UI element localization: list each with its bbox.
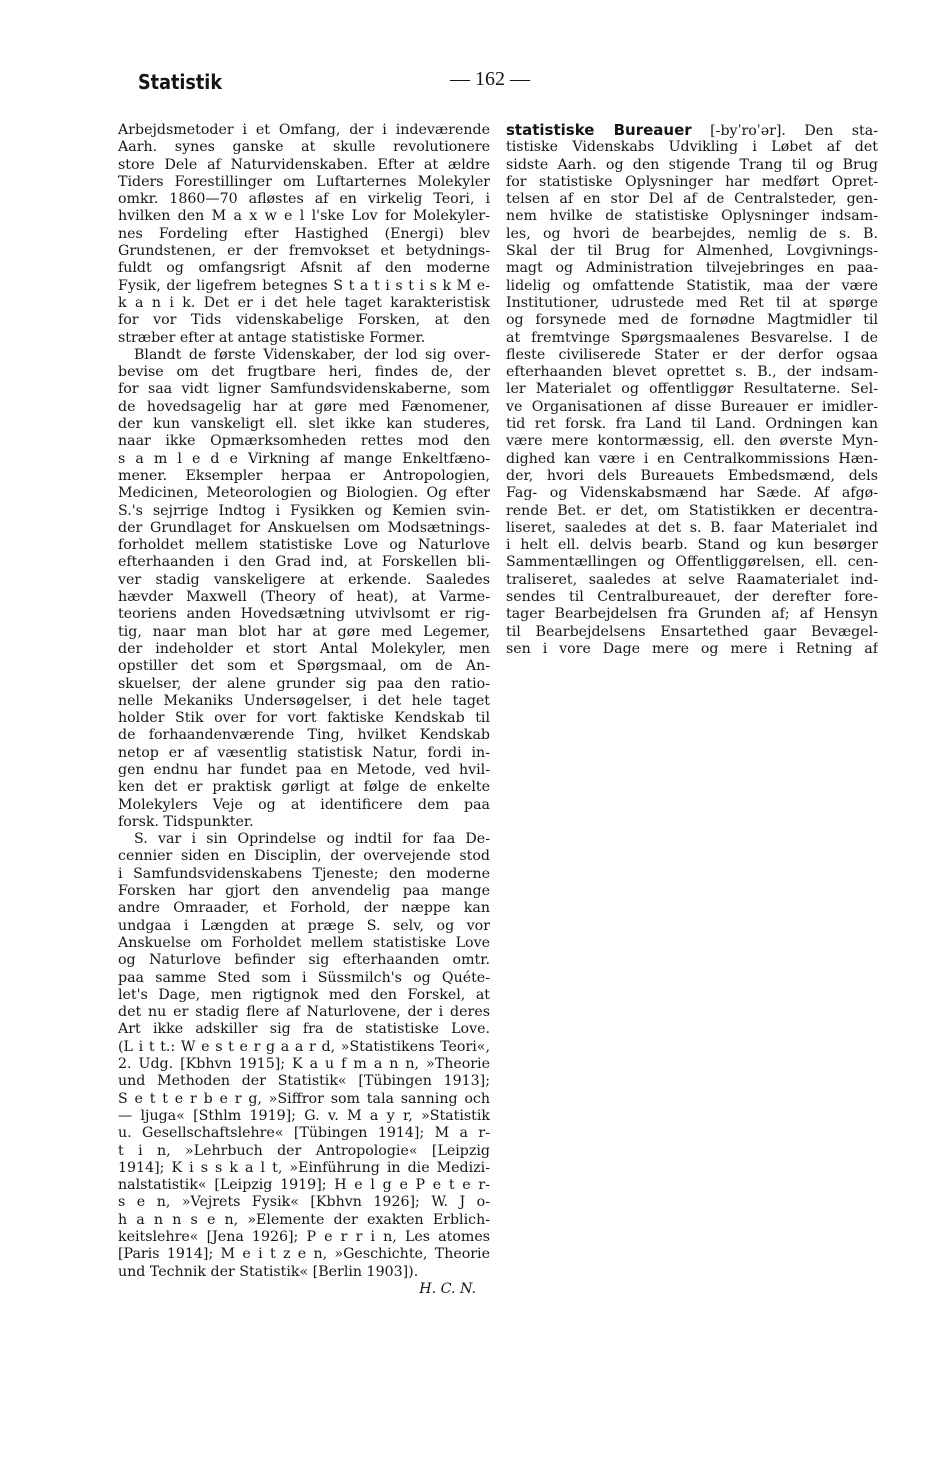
text-line: undgaa i Længden at præge S. selv, og vor [118, 917, 490, 934]
text-line: ler Materialet og offentliggør Resultaterne. Sel- [506, 381, 878, 398]
text-line: ve Organisationen af disse Bureauer er imidler- [506, 398, 878, 415]
text-line: hævder Maxwell (Theory of heat), at Varme- [118, 589, 490, 606]
text-line: 2. Udg. [Kbhvn 1915]; K a u f m a n n, »Theorie [118, 1056, 490, 1073]
text-line: for saa vidt ligner Samfundsvidenskaberne, som [118, 381, 490, 398]
text-line: h a n n s e n, »Elemente der exakten Erblich- [118, 1211, 490, 1228]
text-line: de forhaandenværende Ting, hvilket Kendskab [118, 727, 490, 744]
text-line: gen endnu har fundet paa en Metode, ved hvil- [118, 761, 490, 778]
text-line: sen i vore Dage mere og mere i Retning af [506, 640, 878, 657]
text-line: teoriens anden Hovedsætning utvivlsomt er rig- [118, 606, 490, 623]
text-line: cennier siden en Disciplin, der overvejende stod [118, 848, 490, 865]
text-line: nes Fordeling efter Hastighed (Energi) blev [118, 225, 490, 242]
text-line: tager Bearbejdelsen fra Grunden af; af Hensyn [506, 606, 878, 623]
text-line: Medicinen, Meteorologien og Biologien. Og efter [118, 485, 490, 502]
text-line: Grundstenen, er der fremvokset et betydnings- [118, 243, 490, 260]
text-line: netop er af væsentlig statistisk Natur, fordi in- [118, 744, 490, 761]
text-line: for statistiske Oplysninger har medført Opret- [506, 173, 878, 190]
text-line: nelle Mekaniks Undersøgelser, i det hele taget [118, 692, 490, 709]
text-line: s e n, »Vejrets Fysik« [Kbhvn 1926]; W. J o- [118, 1194, 490, 1211]
text-line: let's Dage, men rigtignok med den Forskel, at [118, 986, 490, 1003]
text-line: det nu er stadig flere af Naturlovene, der i deres [118, 1004, 490, 1021]
entry-headword: statistiske Bureauer [506, 122, 692, 139]
text-line: at fremtvinge Spørgsmaalenes Besvarelse. I de [506, 329, 878, 346]
text-line: Fysik, der ligefrem betegnes S t a t i s t i s k M e- [118, 277, 490, 294]
text-line: Anskuelse om Forholdet mellem statistiske Love [118, 934, 490, 951]
text-line: efterhaanden i den Grad ind, at Forskellen bli- [118, 554, 490, 571]
text-line: (L i t t.: W e s t e r g a a r d, »Statistikens Teori«, [118, 1038, 490, 1055]
text-line: keitslehre« [Jena 1926]; P e r r i n, Les atomes [118, 1229, 490, 1245]
text-line: nem hvilke de statistiske Oplysninger indsam- [506, 208, 878, 225]
text-line: der, hvori dels Bureauets Embedsmænd, dels [506, 467, 878, 484]
text-line: s a m l e d e Virkning af mange Enkeltfæno- [118, 450, 490, 467]
text-line: Arbejdsmetoder i et Omfang, der i indeværende [118, 122, 490, 138]
text-line: S.'s sejrrige Indtog i Fysikken og Kemien svin- [118, 502, 490, 519]
text-line: mener. Eksempler herpaa er Antropologien, [118, 467, 490, 484]
text-line: sendes til Centralbureauet, der derefter fore- [506, 589, 878, 606]
text-line: der Grundlaget for Anskuelsen om Modsætnings- [118, 519, 490, 536]
text-line: S e t t e r b e r g, »Siffror som tala sanning och [118, 1090, 490, 1107]
text-line: forsk. Tidspunkter. [118, 813, 254, 830]
text-line: hvilken den M a x w e l l'ske Lov for Molekyler- [118, 208, 490, 225]
page-number: — 162 — [450, 68, 530, 90]
text-line: opstiller det som et Spørgsmaal, om de An- [118, 658, 490, 675]
text-line: fuldt og omfangsrigt Afsnit af den moderne [118, 260, 490, 277]
text-line: — ljuga« [Sthlm 1919]; G. v. M a y r, »Statistik [118, 1107, 490, 1124]
text-line: und Technik der Statistik« [Berlin 1903]). [118, 1263, 419, 1280]
text-line: Forsken har gjort den anvendelig paa mange [118, 883, 490, 900]
text-line: sidste Aarh. og den stigende Trang til og Brug [506, 156, 878, 173]
text-line: store Dele af Naturvidenskaben. Efter at ældre [118, 156, 490, 173]
text-line: efterhaanden blevet oprettet s. B., der indsam- [506, 364, 878, 381]
text-line: i Samfundsvidenskabens Tjeneste; den moderne [118, 865, 490, 882]
text-line: være mere kontormæssig, ell. den øverste Myn- [506, 433, 878, 450]
text-line: k a n i k. Det er i det hele taget karakteristisk [118, 294, 490, 311]
text-line: holder Stik over for vort faktiske Kendskab til [118, 710, 490, 727]
text-line: andre Omraader, et Forhold, der næppe kan [118, 900, 490, 917]
text-line: rende Bet. er det, om Statistikken er decentra- [506, 502, 878, 519]
text-line: de hovedsagelig har at gøre med Fænomener, [118, 398, 490, 415]
text-line: og forsynede med de fornødne Magtmidler til [506, 312, 878, 329]
text-line: t i n, »Lehrbuch der Antropologie« [Leipzig [118, 1142, 490, 1159]
text-line [506, 122, 878, 139]
right-column [506, 122, 878, 658]
text-line: Sammentællingen og Offentliggørelsen, ell. cen- [506, 554, 878, 571]
text-line: tid ret forsk. fra Land til Land. Ordningen kan [506, 416, 878, 433]
text-line: Molekylers Veje og at identificere dem paa [118, 796, 490, 813]
text-line: les, og hvori de bearbejdes, nemlig de s. B. [506, 225, 878, 242]
text-line: omkr. 1860—70 afløstes af en virkelig Teori, i [118, 191, 490, 208]
text-line: forholdet mellem statistiske Love og Naturlove [118, 537, 490, 554]
text-line: der kun vanskeligt ell. slet ikke kan studeres, [118, 416, 490, 433]
text-line: Aarh. synes ganske at skulle revolutionere [118, 139, 490, 156]
text-line: und Methoden der Statistik« [Tübingen 1913]; [118, 1073, 490, 1090]
text-line: Fag- og Videnskabsmænd har Sæde. Af afgø- [506, 485, 878, 502]
text-line: tistiske Videnskabs Udvikling i Løbet af det [506, 139, 878, 156]
text-line: paa samme Sted som i Süssmilch's og Quéte- [118, 969, 490, 986]
text-line: og Naturlove befinder sig efterhaanden omtr. [118, 952, 490, 969]
text-line: dighed kan være i en Centralkommissions Hæn- [506, 450, 878, 467]
text-line: lidelig og omfattende Statistik, maa der være [506, 277, 878, 294]
text-line: til Bearbejdelsens Ensartethed gaar Bevægel- [506, 623, 878, 640]
text-line: magt og Administration tilvejebringes en paa- [506, 260, 878, 277]
text-line: Blandt de første Videnskaber, der lod sig over- [134, 346, 490, 363]
text-line: i helt ell. delvis bearb. Stand og kun besørger [506, 537, 878, 554]
pronunciation: [-byˈroˈər]. Den sta- [691, 123, 878, 139]
text-line: fleste civiliserede Stater er der derfor ogsaa [506, 346, 878, 363]
text-line: nalstatistik« [Leipzig 1919]; H e l g e P e t e r- [118, 1177, 490, 1194]
text-line: for vor Tids videnskabelige Forsken, at den [118, 312, 490, 329]
text-line: Skal der til Brug for Almenhed, Lovgivnings- [506, 243, 878, 260]
left-column [118, 122, 490, 1298]
text-line: liseret, saaledes at det s. B. faar Materialet ind [506, 519, 878, 536]
running-head: Statistik [138, 70, 223, 94]
text-line: u. Gesellschaftslehre« [Tübingen 1914]; M a r- [118, 1125, 490, 1142]
text-line: Tiders Forestillinger om Luftarternes Molekyler [118, 173, 490, 190]
text-line: Art ikke adskiller sig fra de statistiske Love. [118, 1021, 490, 1038]
text-line: [Paris 1914]; M e i t z e n, »Geschichte, Theorie [118, 1246, 490, 1263]
text-line: naar ikke Opmærksomheden rettes mod den [118, 433, 490, 450]
text-line: skuelser, der alene grunder sig paa den ratio- [118, 675, 490, 692]
text-line: 1914]; K i s s k a l t, »Einführung in die Medizi- [118, 1159, 490, 1176]
text-line: der indeholder et stort Antal Molekyler, men [118, 640, 490, 657]
text-line: ken det er praktisk gørligt at følge de enkelte [118, 779, 490, 796]
text-line: tig, naar man blot har at gøre med Legemer, [118, 623, 490, 640]
text-line: bevise om det frugtbare heri, findes de, der [118, 364, 490, 381]
text-line: stræber efter at antage statistiske Former. [118, 329, 426, 346]
text-line: ver stadig vanskeligere at erkende. Saaledes [118, 571, 490, 588]
text-line: telsen af en stor Del af de Centralsteder, gen- [506, 191, 878, 208]
text-line: traliseret, saaledes at selve Raamaterialet ind- [506, 571, 878, 588]
text-line: S. var i sin Oprindelse og indtil for faa De- [134, 831, 490, 848]
text-line: Institutioner, udrustede med Ret til at spørge [506, 294, 878, 311]
signature: H. C. N. [419, 1280, 476, 1297]
